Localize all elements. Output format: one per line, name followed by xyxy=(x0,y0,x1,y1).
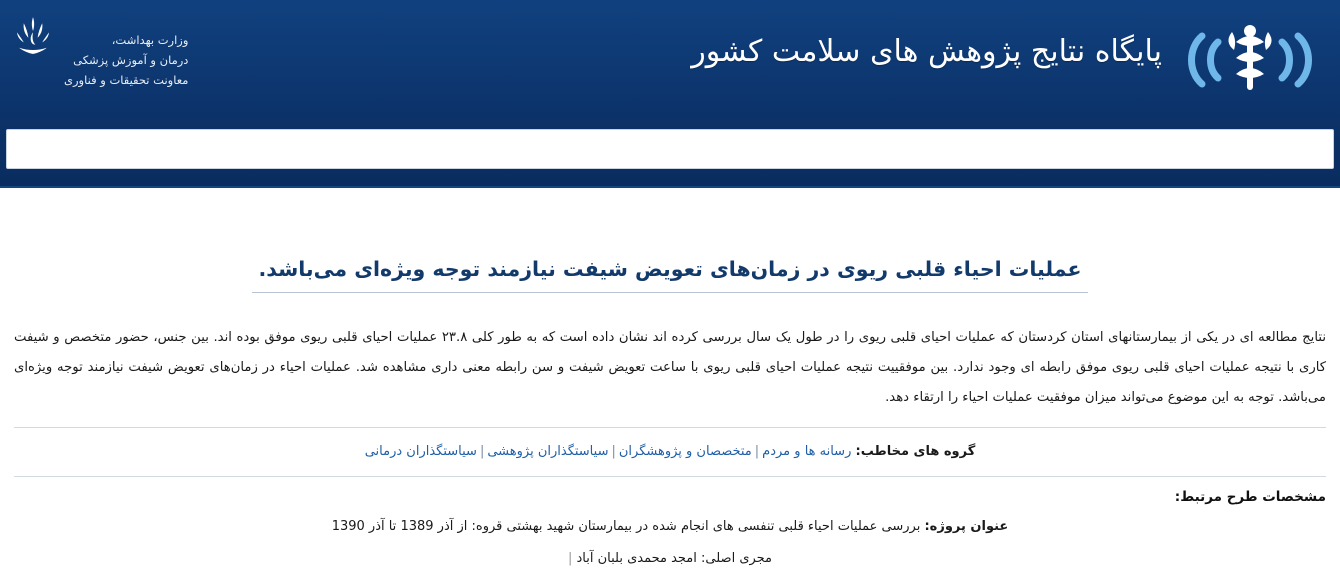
audience-separator: | xyxy=(754,444,760,459)
project-title-label: عنوان پروژه: xyxy=(924,519,1009,534)
project-pi-value: امجد محمدی بلبان آباد xyxy=(576,551,697,566)
divider-1 xyxy=(14,427,1326,428)
ministry-text xyxy=(64,8,188,90)
audience-separator: | xyxy=(479,444,485,459)
audience-link-3[interactable]: سیاستگذاران درمانی xyxy=(364,444,477,459)
article-content xyxy=(0,254,1340,571)
project-pi-label: مجری اصلی: xyxy=(701,551,773,566)
site-title: پایگاه نتایج پژوهش های سلامت کشور xyxy=(691,34,1162,69)
site-header xyxy=(0,0,1340,118)
search-box[interactable] xyxy=(6,129,1334,169)
audience-label: گروه های مخاطب: xyxy=(855,444,976,459)
header-underline xyxy=(0,180,1340,188)
project-pi-row xyxy=(14,547,1326,571)
article-abstract: نتایج مطالعه ای در یکی از بیمارستانهای استان کردستان که عملیات احیای قلبی ریوی را در طول یک سال بررسی کرده اند نشان داده است که به طور کلی ۲۳.۸ عملیات احیای قلبی ریوی موفق بوده اند. بین جنس، حضور متخصص و شیفت کاری با نتیجه عملیات احیای قلبی ریوی موفق رابطه ای وجود ندارد. بین موفقییت نتیجه عملیات احیای قلبی ریوی با ساعت تعویض شیفت و سن رابطه معنی داری مشاهده شد. عملیات احیاء در زمان‌های تعویض شیفت نیازمند توجه ویژه‌ای می‌باشد. توجه به این موضوع می‌تواند میزان موفقیت عملیات احیاء را ارتقاء دهد. xyxy=(14,330,1326,405)
iran-emblem-icon xyxy=(10,12,56,62)
audience-link-0[interactable]: رسانه ها و مردم xyxy=(762,444,852,459)
audience-separator: | xyxy=(611,444,616,459)
audience-link-2[interactable]: سیاستگذاران پژوهشی xyxy=(487,444,609,459)
search-input[interactable] xyxy=(7,130,1333,168)
header-spacer xyxy=(0,188,1340,202)
divider-2 xyxy=(14,476,1326,477)
audience-links xyxy=(365,444,852,459)
ministry-line-3: معاونت تحقیقات و فناوری xyxy=(64,73,189,87)
page-title: عملیات احیاء قلبی ریوی در زمان‌های تعویض شیفت نیازمند توجه ویژه‌ای می‌باشد. xyxy=(252,254,1087,293)
project-title-row xyxy=(14,515,1326,539)
project-title-value: بررسی عملیات احیاء قلبی تنفسی های انجام شده در بیمارستان شهید بهشتی قروه: از آذر 1389 تا آذر 1390 xyxy=(331,519,921,534)
ministry-line-1: وزارت بهداشت، xyxy=(111,33,189,47)
caduceus-logo-icon xyxy=(1174,14,1326,106)
project-pi-trailing-separator: | xyxy=(567,551,573,566)
search-bar-strip xyxy=(0,118,1340,180)
page-title-wrap xyxy=(14,254,1326,299)
ministry-branding xyxy=(10,8,188,90)
audience-link-1[interactable]: متخصصان و پژوهشگران xyxy=(618,444,752,459)
audience-row xyxy=(14,440,1326,464)
project-section-heading: مشخصات طرح مرتبط: xyxy=(1174,489,1326,505)
ministry-line-2: درمان و آموزش پزشکی xyxy=(73,53,189,67)
